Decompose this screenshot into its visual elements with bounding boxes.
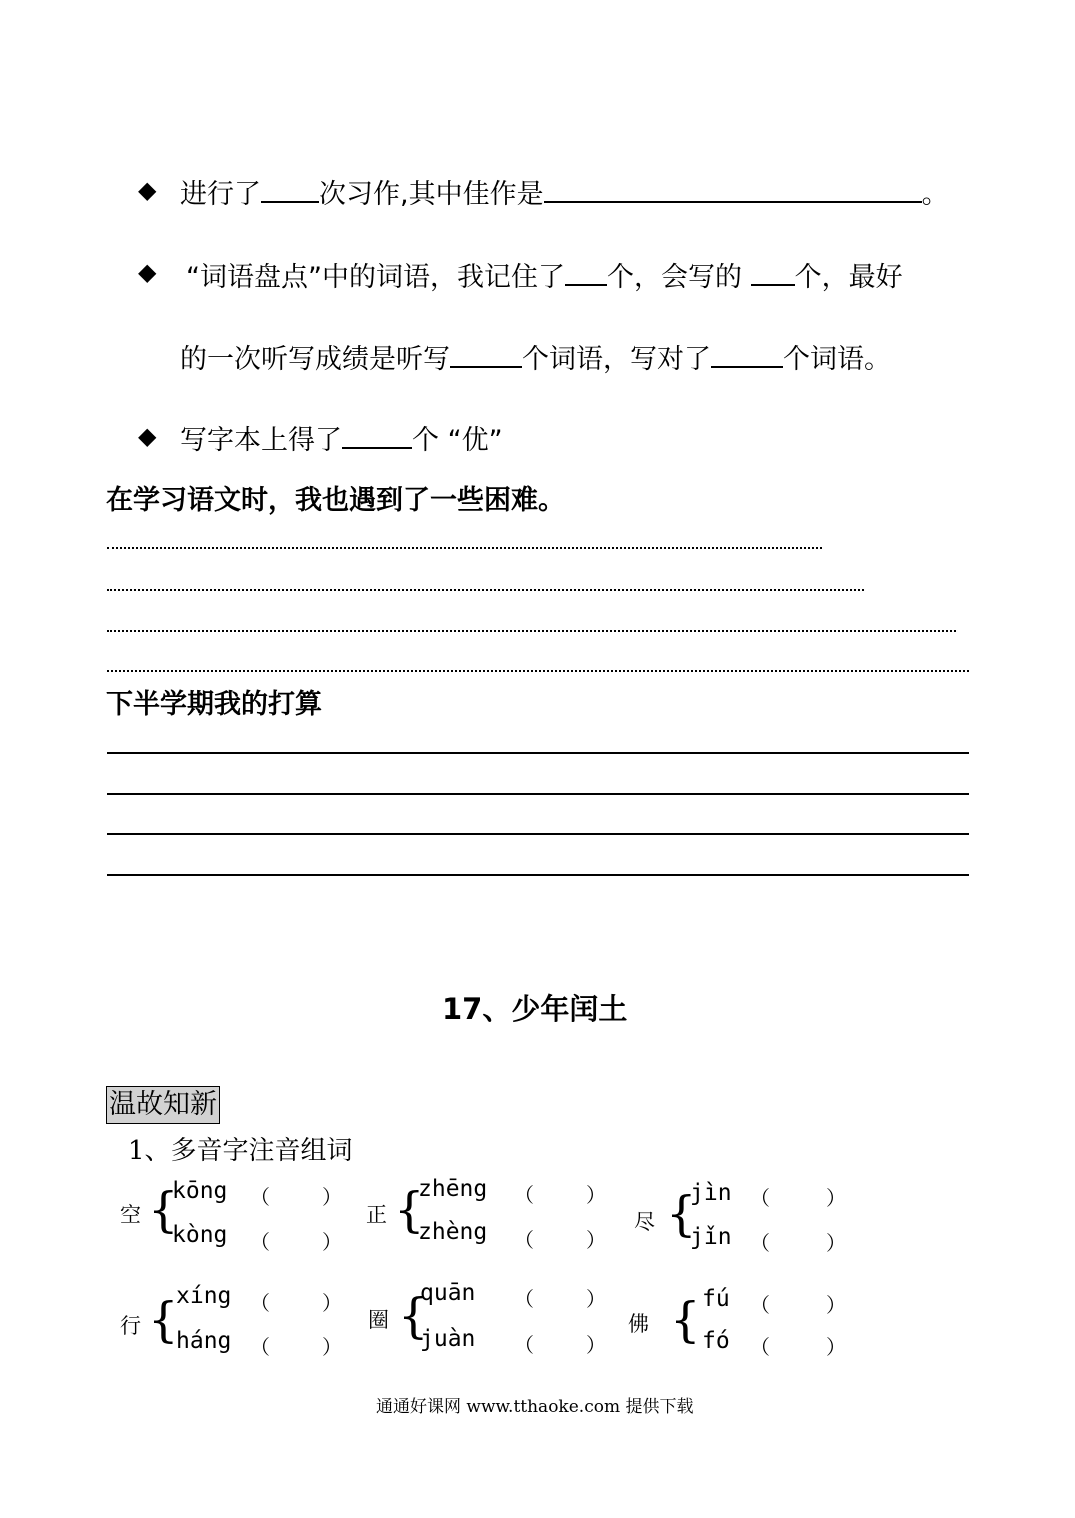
answer-paren-open: （ [750,1186,770,1210]
answer-paren-close: ） [322,1185,342,1209]
plan-heading: 下半学期我的打算 [106,689,322,720]
answer-paren-close: ） [322,1335,342,1359]
dotted-answer-line [107,547,822,549]
achievement-item-2: “词语盘点”中的词语，我记住了 个，会写的 个，最好 [186,262,903,293]
polyphone-char: 尽 [634,1210,655,1234]
lesson-title: 17、少年闰土 [442,992,628,1026]
polyphone-char: 空 [120,1203,141,1227]
pinyin-reading: quān [420,1280,476,1306]
pinyin-reading: jìn [690,1180,732,1206]
answer-paren-open: （ [750,1293,770,1317]
answer-paren-open: （ [250,1291,270,1315]
pinyin-reading: háng [176,1328,232,1354]
answer-paren-close: ） [826,1231,846,1255]
answer-paren-close: ） [826,1335,846,1359]
blank-field [342,423,412,449]
answer-paren-open: （ [250,1230,270,1254]
brace-icon: { [666,1186,697,1242]
polyphone-char: 佛 [628,1312,649,1336]
pinyin-reading: zhèng [418,1219,488,1245]
answer-paren-close: ） [586,1333,606,1357]
brace-icon: { [394,1182,425,1238]
answer-paren-open: （ [514,1287,534,1311]
diamond-icon: ◆ [138,422,157,450]
answer-paren-close: ） [586,1183,606,1207]
pinyin-reading: fó [702,1328,730,1354]
achievement-item-2-cont: 的一次听写成绩是听写 个词语，写对了 个词语。 [180,344,891,375]
blank-field [544,177,922,203]
pinyin-reading: jǐn [690,1224,732,1250]
blank-field [261,177,319,203]
answer-paren-close: ） [322,1230,342,1254]
achievement-item-1: 进行了 次习作,其中佳作是 。 [180,179,949,210]
exercise-title: 1、多音字注音组词 [128,1136,353,1166]
answer-paren-close: ） [322,1291,342,1315]
dotted-answer-line [107,670,969,672]
answer-paren-close: ） [826,1186,846,1210]
achievement-item-3: 写字本上得了 个 “优” [180,425,503,456]
review-label: 温故知新 [106,1086,220,1124]
answer-paren-close: ） [586,1228,606,1252]
pinyin-reading: zhēng [418,1176,488,1202]
difficulties-heading: 在学习语文时，我也遇到了一些困难。 [106,485,565,516]
blank-field [450,342,522,368]
answer-paren-open: （ [514,1228,534,1252]
dotted-answer-line [107,589,864,591]
pinyin-reading: fú [702,1286,730,1312]
pinyin-reading: kòng [172,1222,228,1248]
polyphone-char: 行 [120,1314,141,1338]
answer-paren-open: （ [514,1183,534,1207]
polyphone-char: 正 [366,1203,387,1227]
dotted-answer-line [107,630,956,632]
polyphone-char: 圈 [368,1308,389,1332]
brace-icon: { [148,1292,179,1348]
pinyin-reading: xíng [176,1283,232,1309]
answer-paren-close: ） [826,1293,846,1317]
answer-paren-open: （ [514,1333,534,1357]
blank-field [565,260,607,286]
answer-paren-close: ） [586,1287,606,1311]
brace-icon: { [148,1182,179,1238]
footer-text: 通通好课网 www.tthaoke.com 提供下载 [376,1397,694,1417]
diamond-icon: ◆ [138,258,157,286]
brace-icon: { [670,1292,701,1348]
answer-paren-open: （ [250,1335,270,1359]
answer-paren-open: （ [750,1231,770,1255]
brace-icon: { [398,1288,429,1344]
blank-field [711,342,783,368]
answer-line [107,874,969,876]
answer-paren-open: （ [250,1185,270,1209]
diamond-icon: ◆ [138,176,157,204]
answer-paren-open: （ [750,1335,770,1359]
pinyin-reading: kōng [172,1178,228,1204]
blank-field [751,260,795,286]
answer-line [107,833,969,835]
pinyin-reading: juàn [420,1326,476,1352]
answer-line [107,793,969,795]
answer-line [107,752,969,754]
